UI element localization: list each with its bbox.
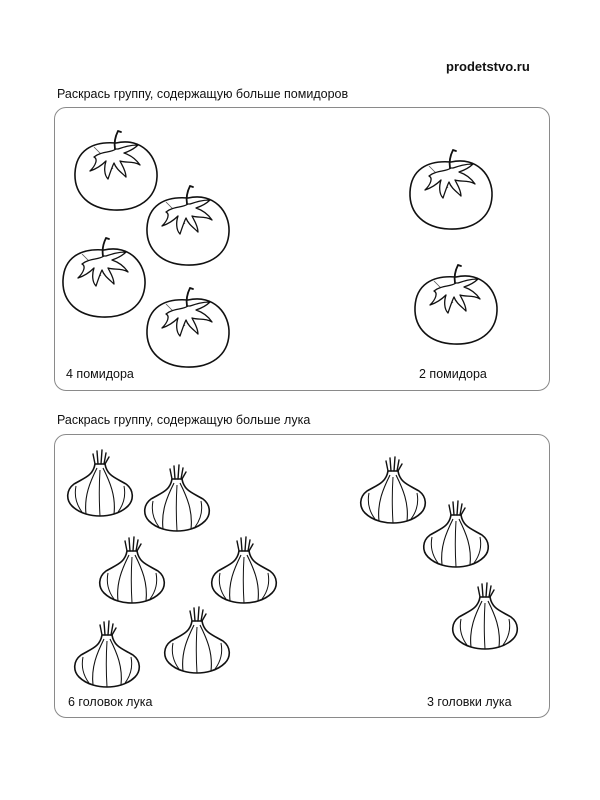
tomato-icon bbox=[75, 131, 157, 210]
onion-icon bbox=[100, 537, 165, 603]
onion-task-box bbox=[54, 434, 550, 718]
tomato-icon bbox=[147, 186, 229, 265]
onion-icon bbox=[68, 450, 133, 516]
onion-icon bbox=[145, 465, 210, 531]
tomato-drawing-area bbox=[55, 108, 549, 390]
onion-icon bbox=[361, 457, 426, 523]
tomato-right-count: 2 помидора bbox=[419, 367, 487, 381]
onion-drawing-area bbox=[55, 435, 549, 717]
tomato-instruction: Раскрась группу, содержащую больше помидоров bbox=[57, 87, 349, 101]
tomato-icon bbox=[63, 238, 145, 317]
tomato-icon bbox=[410, 150, 492, 229]
onion-icon bbox=[453, 583, 518, 649]
onion-left-count: 6 головок лука bbox=[68, 695, 153, 709]
onion-group-left[interactable] bbox=[68, 450, 277, 687]
tomato-icon bbox=[415, 265, 497, 344]
onion-group-right[interactable] bbox=[361, 457, 518, 649]
tomato-group-right[interactable] bbox=[410, 150, 497, 344]
tomato-group-left[interactable] bbox=[63, 131, 229, 367]
onion-icon bbox=[165, 607, 230, 673]
site-watermark: prodetstvo.ru bbox=[446, 59, 530, 74]
tomato-left-count: 4 помидора bbox=[66, 367, 134, 381]
onion-instruction: Раскрась группу, содержащую больше лука bbox=[57, 413, 311, 427]
onion-icon bbox=[212, 537, 277, 603]
onion-icon bbox=[424, 501, 489, 567]
tomato-icon bbox=[147, 288, 229, 367]
onion-right-count: 3 головки лука bbox=[427, 695, 512, 709]
tomato-task-box bbox=[54, 107, 550, 391]
onion-icon bbox=[75, 621, 140, 687]
